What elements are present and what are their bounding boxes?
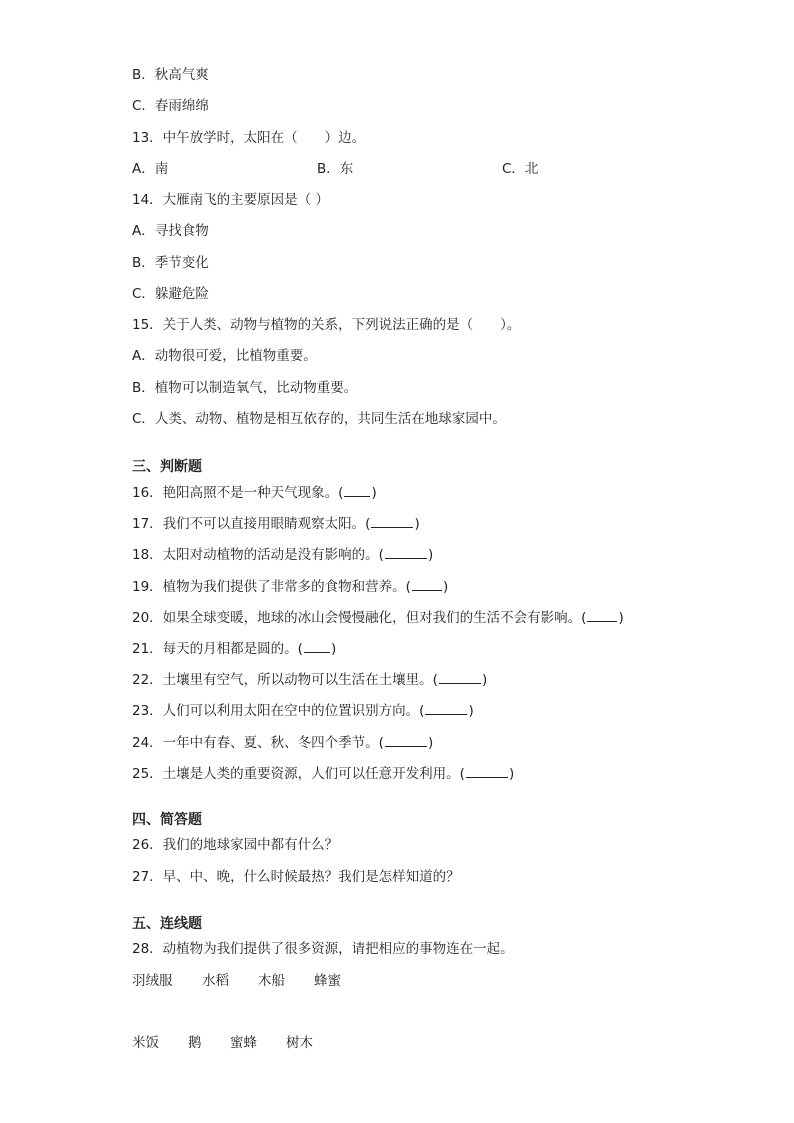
match-bottom-item[interactable]: 树木 xyxy=(286,1035,313,1051)
answer-blank[interactable] xyxy=(587,608,617,622)
q12-option-b: B．秋高气爽 xyxy=(132,67,209,83)
q26: 26．我们的地球家园中都有什么？ xyxy=(132,837,339,853)
tf-item-25: 25．土壤是人类的重要资源，人们可以任意开发利用。( ) xyxy=(132,766,515,782)
tf-item-21: 21．每天的月相都是圆的。( ) xyxy=(132,641,337,657)
q13-option-b: B．东 xyxy=(317,161,354,177)
q13-stem: 13．中午放学时，太阳在（ ）边。 xyxy=(132,130,366,146)
section3-title: 三、判断题 xyxy=(132,459,202,475)
q28: 28．动植物为我们提供了很多资源，请把相应的事物连在一起。 xyxy=(132,941,514,957)
answer-blank[interactable] xyxy=(304,639,330,653)
q13-option-a: A．南 xyxy=(132,161,169,177)
tf-item-24: 24．一年中有春、夏、秋、冬四个季节。( ) xyxy=(132,735,434,751)
section5-title: 五、连线题 xyxy=(132,916,202,932)
answer-blank[interactable] xyxy=(412,577,442,591)
q14-option-c: C．躲避危险 xyxy=(132,286,209,302)
q14-option-b: B．季节变化 xyxy=(132,255,209,271)
answer-blank[interactable] xyxy=(371,514,413,528)
match-bottom-item[interactable]: 米饭 xyxy=(132,1035,159,1051)
q14-stem: 14．大雁南飞的主要原因是（ ） xyxy=(132,192,329,208)
tf-item-23: 23．人们可以利用太阳在空中的位置识别方向。( ) xyxy=(132,703,474,719)
q15-option-c: C．人类、动物、植物是相互依存的，共同生活在地球家园中。 xyxy=(132,411,506,427)
q15-option-a: A．动物很可爱，比植物重要。 xyxy=(132,348,317,364)
q12-option-c: C．春雨绵绵 xyxy=(132,98,209,114)
tf-item-20: 20．如果全球变暖，地球的冰山会慢慢融化，但对我们的生活不会有影响。( ) xyxy=(132,610,624,626)
answer-blank[interactable] xyxy=(385,733,427,747)
match-top-item[interactable]: 木船 xyxy=(258,973,285,989)
match-bottom-item[interactable]: 鹅 xyxy=(188,1035,202,1051)
q14-option-a: A．寻找食物 xyxy=(132,223,209,239)
tf-item-18: 18．太阳对动植物的活动是没有影响的。( ) xyxy=(132,547,434,563)
answer-blank[interactable] xyxy=(425,701,467,715)
match-top-item[interactable]: 水稻 xyxy=(202,973,229,989)
section4-title: 四、简答题 xyxy=(132,812,202,828)
match-top-item[interactable]: 蜂蜜 xyxy=(314,973,341,989)
q27: 27．早、中、晚，什么时候最热？我们是怎样知道的？ xyxy=(132,869,460,885)
answer-blank[interactable] xyxy=(466,764,508,778)
answer-blank[interactable] xyxy=(344,483,370,497)
match-top-item[interactable]: 羽绒服 xyxy=(132,973,173,989)
tf-item-16: 16．艳阳高照不是一种天气现象。( ) xyxy=(132,485,377,501)
answer-blank[interactable] xyxy=(439,670,481,684)
q15-stem: 15．关于人类、动物与植物的关系，下列说法正确的是（ ）。 xyxy=(132,317,521,333)
tf-item-17: 17．我们不可以直接用眼睛观察太阳。( ) xyxy=(132,516,420,532)
answer-blank[interactable] xyxy=(385,545,427,559)
match-bottom-item[interactable]: 蜜蜂 xyxy=(230,1035,257,1051)
q15-option-b: B．植物可以制造氧气，比动物重要。 xyxy=(132,380,358,396)
tf-item-19: 19．植物为我们提供了非常多的食物和营养。( ) xyxy=(132,579,449,595)
tf-item-22: 22．土壤里有空气，所以动物可以生活在土壤里。( ) xyxy=(132,672,488,688)
q13-option-c: C．北 xyxy=(502,161,539,177)
